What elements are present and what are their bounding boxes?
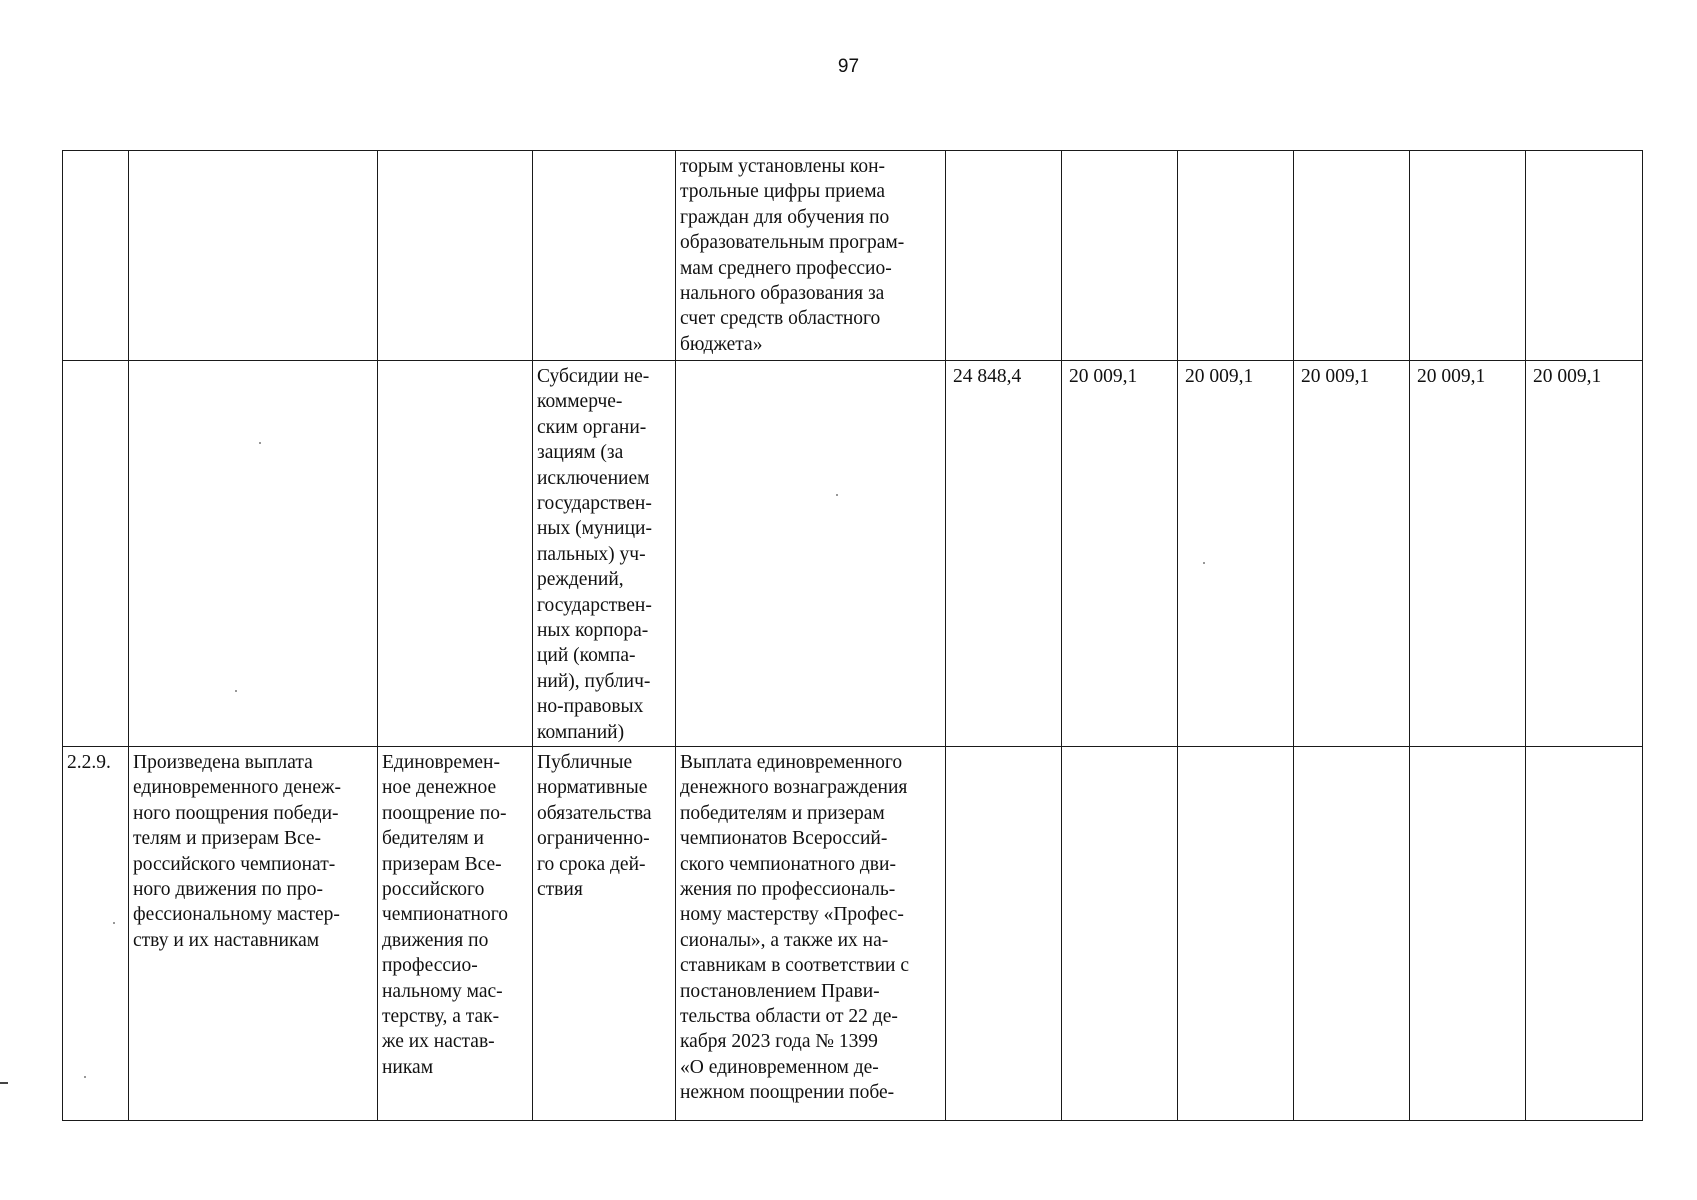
text-line: граждан для обучения по (680, 206, 890, 228)
text-line: сионалы», а также их на- (680, 929, 889, 951)
cell-value (1526, 151, 1643, 361)
scan-speck (836, 494, 838, 496)
text-line: единовременного денеж- (133, 777, 341, 799)
text-line: победителям и призерам (680, 802, 885, 824)
table-row (63, 747, 1643, 1121)
text-line: нормативные (537, 777, 648, 799)
cell-measure (378, 361, 533, 747)
scan-speck (113, 922, 115, 924)
cell-value (1410, 361, 1526, 747)
text-line: никам (382, 1056, 434, 1078)
text-line: же их настав- (382, 1031, 495, 1053)
cell-result (129, 151, 378, 361)
page-number: 97 (837, 56, 860, 77)
budget-table (62, 150, 1643, 1121)
text-line: Субсидии не- (537, 366, 650, 387)
cell-value (1526, 747, 1643, 1121)
scan-speck (235, 690, 237, 692)
cell-basis (676, 361, 946, 747)
text-line: ных (муници- (537, 518, 652, 540)
cell-measure (378, 747, 533, 1121)
cell-value (1178, 361, 1294, 747)
text-line: постановлением Прави- (680, 980, 880, 1002)
cell-value (946, 747, 1062, 1121)
cell-value (1294, 151, 1410, 361)
cell-number (63, 151, 129, 361)
text-line: реждений, (537, 569, 624, 591)
cell-value (1526, 361, 1643, 747)
text-line: движения по (382, 929, 489, 951)
text-line: бедителям и (382, 828, 484, 850)
text-line: нежном поощрении побе- (680, 1082, 895, 1104)
text-line: ных корпора- (537, 620, 649, 642)
text-line: Единовремен- (382, 752, 500, 773)
amount-value: 20 009,1 (1417, 366, 1486, 387)
text-line: ний), публич- (537, 670, 651, 692)
text-line: обязательства (537, 802, 652, 824)
text-line: компаний) (537, 721, 625, 743)
scan-speck (1203, 562, 1205, 564)
text-line: пальных) уч- (537, 543, 646, 565)
amount-value: 20 009,1 (1301, 366, 1370, 387)
text-line: российского (382, 879, 485, 901)
text-line: бюджета» (680, 333, 763, 355)
text-line: ству и их наставникам (133, 929, 320, 951)
text-line: государствен- (537, 493, 652, 515)
text-line: государствен- (537, 594, 652, 616)
cell-type (533, 747, 676, 1121)
cell-result (129, 747, 378, 1121)
text-line: ного поощрения победи- (133, 802, 339, 824)
table-row (63, 361, 1643, 747)
text-line: Произведена выплата (133, 752, 313, 773)
scan-speck (259, 442, 261, 444)
amount-value: 24 848,4 (953, 366, 1022, 387)
text-line: призерам Все- (382, 853, 502, 875)
cell-value (1410, 747, 1526, 1121)
text-line: ного движения по про- (133, 879, 323, 901)
text-line: нальному мас- (382, 980, 503, 1002)
cell-value (1062, 361, 1178, 747)
text-line: трольные цифры приема (680, 181, 886, 203)
text-line: «О единовременном де- (680, 1056, 879, 1078)
item-number: 2.2.9. (67, 752, 111, 773)
text-line: мам среднего профессио- (680, 257, 892, 279)
cell-number (63, 361, 129, 747)
text-line: телям и призерам Все- (133, 828, 322, 850)
text-line: счет средств областного (680, 308, 881, 330)
table-row (63, 151, 1643, 361)
cell-value (1410, 151, 1526, 361)
text-line: ского чемпионатного дви- (680, 853, 896, 875)
cell-result (129, 361, 378, 747)
text-line: ограниченно- (537, 828, 650, 850)
cell-value (1178, 151, 1294, 361)
text-line: ским органи- (537, 416, 647, 438)
text-line: фессиональному мастер- (133, 904, 340, 926)
cell-number (63, 747, 129, 1121)
text-line: Выплата единовременного (680, 752, 903, 773)
text-line: ставникам в соответствии с (680, 955, 909, 977)
cell-value (1294, 747, 1410, 1121)
cell-value (1062, 747, 1178, 1121)
cell-type (533, 151, 676, 361)
text-line: жения по профессиональ- (680, 879, 896, 901)
text-line: чемпионатного (382, 904, 508, 926)
text-line: терству, а так- (382, 1006, 500, 1028)
text-line: денежного вознаграждения (680, 777, 908, 799)
text-line: го срока дей- (537, 853, 646, 875)
text-line: ствия (537, 879, 583, 901)
text-line: коммерче- (537, 391, 623, 413)
text-line: зациям (за (537, 442, 624, 464)
cell-value (1062, 151, 1178, 361)
cell-basis (676, 151, 946, 361)
text-line: исключением (537, 467, 650, 489)
text-line: торым установлены кон- (680, 156, 885, 177)
cell-value (1178, 747, 1294, 1121)
cell-measure (378, 151, 533, 361)
text-line: Публичные (537, 752, 633, 773)
text-line: поощрение по- (382, 802, 507, 824)
cell-value (1294, 361, 1410, 747)
scan-edge-mark (0, 1082, 8, 1084)
text-line: кабря 2023 года № 1399 (680, 1031, 878, 1053)
scan-speck (84, 1076, 86, 1078)
text-line: образовательным програм- (680, 232, 905, 254)
text-line: ному мастерству «Профес- (680, 904, 904, 926)
text-line: профессио- (382, 955, 478, 977)
text-line: ное денежное (382, 777, 497, 799)
amount-value: 20 009,1 (1185, 366, 1254, 387)
text-line: тельства области от 22 де- (680, 1006, 898, 1028)
text-line: чемпионатов Всероссий- (680, 828, 888, 850)
text-line: нального образования за (680, 283, 885, 305)
text-line: российского чемпионат- (133, 853, 336, 875)
cell-type (533, 361, 676, 747)
cell-value (946, 151, 1062, 361)
cell-value (946, 361, 1062, 747)
text-line: ций (компа- (537, 645, 636, 667)
cell-basis (676, 747, 946, 1121)
amount-value: 20 009,1 (1069, 366, 1138, 387)
amount-value: 20 009,1 (1533, 366, 1602, 387)
text-line: но-правовых (537, 696, 644, 718)
